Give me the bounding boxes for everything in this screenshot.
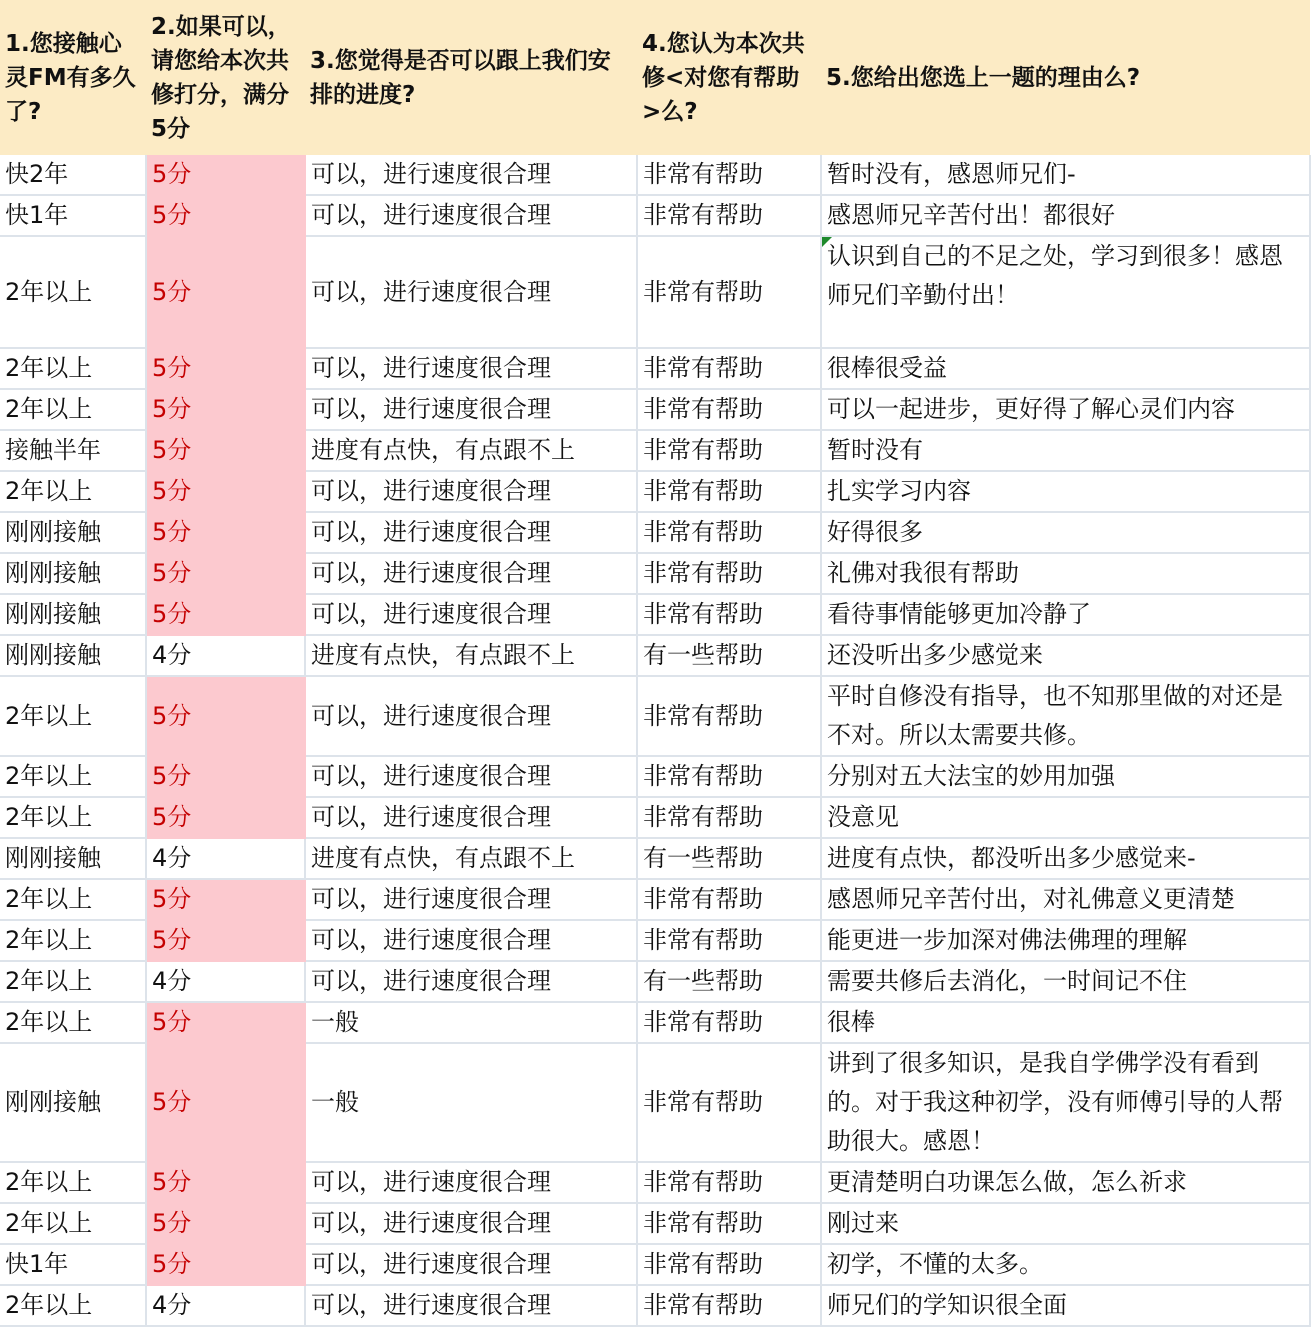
cell-score[interactable]: 5分 — [146, 756, 305, 797]
cell-helpful[interactable]: 非常有帮助 — [637, 553, 821, 594]
cell-helpful[interactable]: 有一些帮助 — [637, 635, 821, 676]
cell-reason[interactable]: 认识到自己的不足之处，学习到很多！感恩师兄们辛勤付出！ — [821, 236, 1310, 348]
cell-helpful[interactable]: 非常有帮助 — [637, 1002, 821, 1043]
table-row — [0, 471, 1310, 512]
cell-score[interactable]: 5分 — [146, 155, 305, 195]
cell-pace[interactable]: 进度有点快，有点跟不上 — [305, 838, 637, 879]
cell-helpful[interactable]: 非常有帮助 — [637, 920, 821, 961]
cell-duration[interactable]: 快2年 — [0, 155, 146, 195]
table-row — [0, 348, 1310, 389]
cell-duration[interactable]: 2年以上 — [0, 756, 146, 797]
cell-score[interactable]: 5分 — [146, 594, 305, 635]
cell-helpful[interactable]: 非常有帮助 — [637, 471, 821, 512]
cell-score[interactable]: 5分 — [146, 236, 305, 348]
cell-duration[interactable]: 2年以上 — [0, 348, 146, 389]
cell-pace[interactable]: 可以，进行速度很合理 — [305, 676, 637, 756]
cell-helpful[interactable]: 非常有帮助 — [637, 195, 821, 236]
cell-reason[interactable]: 平时自修没有指导，也不知那里做的对还是不对。所以太需要共修。 — [821, 676, 1310, 756]
cell-score[interactable]: 5分 — [146, 1002, 305, 1043]
table-row — [0, 961, 1310, 1002]
cell-score[interactable]: 4分 — [146, 635, 305, 676]
cell-helpful[interactable]: 非常有帮助 — [637, 155, 821, 195]
cell-score[interactable]: 5分 — [146, 1244, 305, 1285]
cell-helpful[interactable]: 非常有帮助 — [637, 1203, 821, 1244]
cell-duration[interactable]: 2年以上 — [0, 471, 146, 512]
table-row — [0, 920, 1310, 961]
cell-duration[interactable]: 2年以上 — [0, 1162, 146, 1203]
cell-duration[interactable]: 接触半年 — [0, 430, 146, 471]
cell-score[interactable]: 5分 — [146, 348, 305, 389]
cell-reason[interactable]: 扎实学习内容 — [821, 471, 1310, 512]
cell-reason[interactable]: 分别对五大法宝的妙用加强 — [821, 756, 1310, 797]
cell-pace[interactable]: 可以，进行速度很合理 — [305, 1162, 637, 1203]
table-row — [0, 676, 1310, 756]
cell-duration[interactable]: 刚刚接触 — [0, 1043, 146, 1162]
cell-reason[interactable]: 刚过来 — [821, 1203, 1310, 1244]
cell-pace[interactable]: 可以，进行速度很合理 — [305, 1203, 637, 1244]
table-row — [0, 797, 1310, 838]
cell-reason[interactable]: 礼佛对我很有帮助 — [821, 553, 1310, 594]
cell-score[interactable]: 4分 — [146, 1285, 305, 1326]
cell-score[interactable]: 5分 — [146, 1043, 305, 1162]
cell-duration[interactable]: 2年以上 — [0, 1002, 146, 1043]
cell-helpful[interactable]: 非常有帮助 — [637, 1043, 821, 1162]
table-row — [0, 879, 1310, 920]
cell-duration[interactable]: 2年以上 — [0, 1203, 146, 1244]
cell-duration[interactable]: 2年以上 — [0, 236, 146, 348]
cell-score[interactable]: 5分 — [146, 195, 305, 236]
cell-reason[interactable]: 暂时没有 — [821, 430, 1310, 471]
cell-duration[interactable]: 刚刚接触 — [0, 553, 146, 594]
cell-duration[interactable]: 2年以上 — [0, 797, 146, 838]
cell-helpful[interactable]: 非常有帮助 — [637, 512, 821, 553]
cell-pace[interactable]: 可以，进行速度很合理 — [305, 236, 637, 348]
cell-reason[interactable]: 讲到了很多知识，是我自学佛学没有看到的。对于我这种初学，没有师傅引导的人帮助很大。感恩！ — [821, 1043, 1310, 1162]
cell-pace[interactable]: 可以，进行速度很合理 — [305, 553, 637, 594]
cell-pace[interactable]: 可以，进行速度很合理 — [305, 195, 637, 236]
cell-pace[interactable]: 可以，进行速度很合理 — [305, 879, 637, 920]
table-row — [0, 1285, 1310, 1326]
comment-marker-icon — [822, 237, 832, 247]
table-row — [0, 1244, 1310, 1285]
cell-pace[interactable]: 进度有点快，有点跟不上 — [305, 635, 637, 676]
cell-score[interactable]: 5分 — [146, 471, 305, 512]
cell-pace[interactable]: 可以，进行速度很合理 — [305, 471, 637, 512]
table-row — [0, 1002, 1310, 1043]
cell-pace[interactable]: 可以，进行速度很合理 — [305, 920, 637, 961]
header-reason[interactable]: 5.您给出您选上一题的理由么? — [821, 0, 1310, 155]
cell-score[interactable]: 4分 — [146, 961, 305, 1002]
cell-score[interactable]: 5分 — [146, 553, 305, 594]
table-row — [0, 155, 1310, 195]
cell-score[interactable]: 5分 — [146, 1162, 305, 1203]
cell-score[interactable]: 5分 — [146, 879, 305, 920]
header-helpful[interactable]: 4.您认为本次共修<对您有帮助>么? — [637, 0, 821, 155]
cell-reason[interactable]: 进度有点快，都没听出多少感觉来- — [821, 838, 1310, 879]
cell-duration[interactable]: 刚刚接触 — [0, 512, 146, 553]
cell-helpful[interactable]: 非常有帮助 — [637, 1162, 821, 1203]
cell-pace[interactable]: 可以，进行速度很合理 — [305, 594, 637, 635]
table-row — [0, 430, 1310, 471]
cell-pace[interactable]: 一般 — [305, 1002, 637, 1043]
cell-reason[interactable]: 初学，不懂的太多。 — [821, 1244, 1310, 1285]
table-row — [0, 635, 1310, 676]
cell-duration[interactable]: 2年以上 — [0, 1285, 146, 1326]
cell-helpful[interactable]: 非常有帮助 — [637, 676, 821, 756]
cell-helpful[interactable]: 非常有帮助 — [637, 797, 821, 838]
cell-score[interactable]: 5分 — [146, 676, 305, 756]
cell-helpful[interactable]: 有一些帮助 — [637, 961, 821, 1002]
cell-pace[interactable]: 可以，进行速度很合理 — [305, 756, 637, 797]
table-row — [0, 389, 1310, 430]
cell-reason[interactable]: 可以一起进步，更好得了解心灵们内容 — [821, 389, 1310, 430]
cell-reason[interactable]: 需要共修后去消化，一时间记不住 — [821, 961, 1310, 1002]
cell-helpful[interactable]: 非常有帮助 — [637, 348, 821, 389]
cell-duration[interactable]: 刚刚接触 — [0, 635, 146, 676]
cell-helpful[interactable]: 非常有帮助 — [637, 430, 821, 471]
cell-helpful[interactable]: 非常有帮助 — [637, 1244, 821, 1285]
cell-pace[interactable]: 可以，进行速度很合理 — [305, 1285, 637, 1326]
header-score[interactable]: 2.如果可以，请您给本次共修打分，满分5分 — [146, 0, 305, 155]
cell-duration[interactable]: 2年以上 — [0, 961, 146, 1002]
cell-pace[interactable]: 进度有点快，有点跟不上 — [305, 430, 637, 471]
cell-duration[interactable]: 2年以上 — [0, 389, 146, 430]
cell-pace[interactable]: 可以，进行速度很合理 — [305, 961, 637, 1002]
cell-reason[interactable]: 师兄们的学知识很全面 — [821, 1285, 1310, 1326]
table-row — [0, 1203, 1310, 1244]
cell-duration[interactable]: 快1年 — [0, 1244, 146, 1285]
cell-pace[interactable]: 可以，进行速度很合理 — [305, 389, 637, 430]
cell-duration[interactable]: 快1年 — [0, 195, 146, 236]
header-row — [0, 0, 1310, 155]
table-row — [0, 594, 1310, 635]
cell-reason[interactable]: 没意见 — [821, 797, 1310, 838]
cell-pace[interactable]: 可以，进行速度很合理 — [305, 348, 637, 389]
cell-helpful[interactable]: 非常有帮助 — [637, 389, 821, 430]
table-row — [0, 838, 1310, 879]
cell-score[interactable]: 4分 — [146, 838, 305, 879]
cell-score[interactable]: 5分 — [146, 797, 305, 838]
cell-pace[interactable]: 可以，进行速度很合理 — [305, 512, 637, 553]
cell-helpful[interactable]: 非常有帮助 — [637, 1285, 821, 1326]
cell-reason[interactable]: 暂时没有，感恩师兄们- — [821, 155, 1310, 195]
cell-helpful[interactable]: 非常有帮助 — [637, 594, 821, 635]
cell-duration[interactable]: 刚刚接触 — [0, 838, 146, 879]
cell-reason[interactable]: 能更进一步加深对佛法佛理的理解 — [821, 920, 1310, 961]
header-duration[interactable]: 1.您接触心灵FM有多久了? — [0, 0, 146, 155]
cell-helpful[interactable]: 非常有帮助 — [637, 236, 821, 348]
table-row — [0, 1043, 1310, 1162]
cell-reason[interactable]: 好得很多 — [821, 512, 1310, 553]
table-row — [0, 756, 1310, 797]
cell-helpful[interactable]: 非常有帮助 — [637, 879, 821, 920]
table-row — [0, 553, 1310, 594]
cell-duration[interactable]: 2年以上 — [0, 879, 146, 920]
cell-score[interactable]: 5分 — [146, 512, 305, 553]
cell-reason[interactable]: 看待事情能够更加冷静了 — [821, 594, 1310, 635]
header-pace[interactable]: 3.您觉得是否可以跟上我们安排的进度? — [305, 0, 637, 155]
cell-reason[interactable]: 还没听出多少感觉来 — [821, 635, 1310, 676]
cell-score[interactable]: 5分 — [146, 1203, 305, 1244]
cell-score[interactable]: 5分 — [146, 430, 305, 471]
cell-reason[interactable]: 更清楚明白功课怎么做，怎么祈求 — [821, 1162, 1310, 1203]
table-row — [0, 236, 1310, 348]
cell-score[interactable]: 5分 — [146, 920, 305, 961]
table-body — [0, 155, 1310, 1326]
table-row — [0, 512, 1310, 553]
cell-pace[interactable]: 可以，进行速度很合理 — [305, 1244, 637, 1285]
cell-pace[interactable]: 可以，进行速度很合理 — [305, 797, 637, 838]
table-row — [0, 1162, 1310, 1203]
cell-pace[interactable]: 可以，进行速度很合理 — [305, 155, 637, 195]
cell-reason[interactable]: 感恩师兄辛苦付出，对礼佛意义更清楚 — [821, 879, 1310, 920]
cell-helpful[interactable]: 有一些帮助 — [637, 838, 821, 879]
cell-duration[interactable]: 2年以上 — [0, 920, 146, 961]
cell-pace[interactable]: 一般 — [305, 1043, 637, 1162]
cell-helpful[interactable]: 非常有帮助 — [637, 756, 821, 797]
table-row — [0, 195, 1310, 236]
cell-reason[interactable]: 很棒 — [821, 1002, 1310, 1043]
cell-score[interactable]: 5分 — [146, 389, 305, 430]
cell-duration[interactable]: 2年以上 — [0, 676, 146, 756]
cell-reason[interactable]: 很棒很受益 — [821, 348, 1310, 389]
cell-duration[interactable]: 刚刚接触 — [0, 594, 146, 635]
cell-reason[interactable]: 感恩师兄辛苦付出！都很好 — [821, 195, 1310, 236]
